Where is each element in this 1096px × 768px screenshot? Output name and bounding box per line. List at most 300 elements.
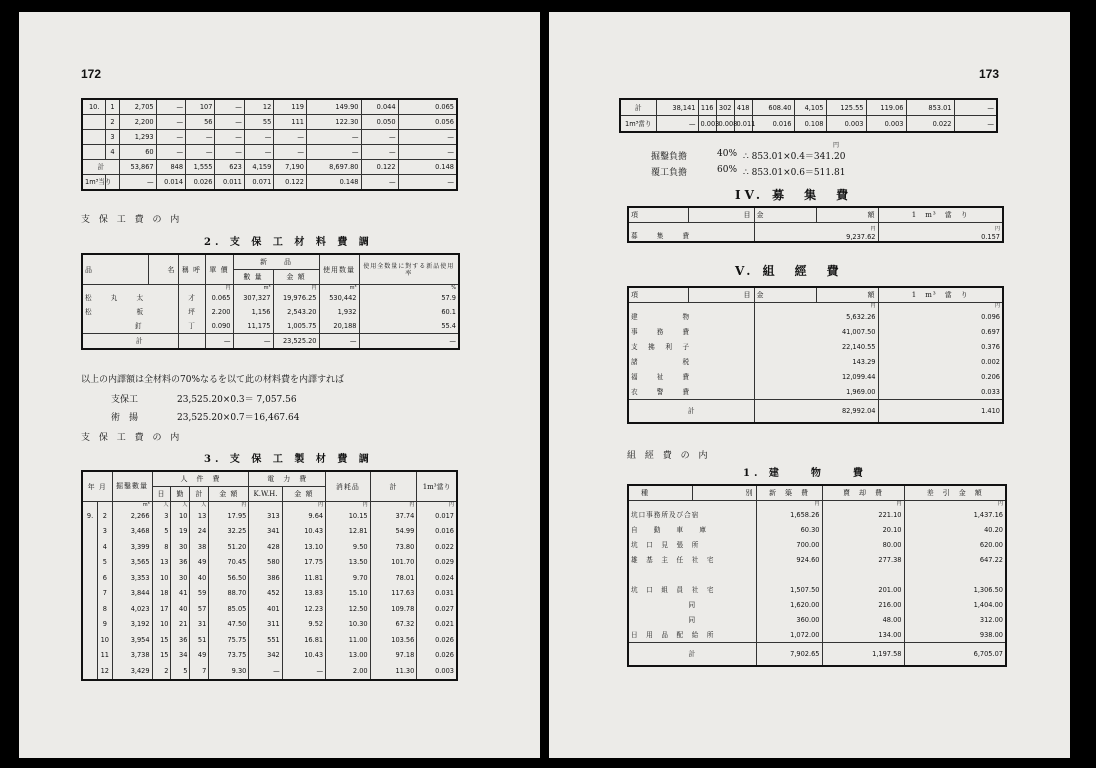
col-h4: 額 — [816, 207, 878, 223]
table-cell: 2,705 — [119, 99, 156, 115]
table-cell: 1,005.75 — [273, 319, 319, 334]
table-cell: — — [398, 175, 457, 191]
table-cell: 4 — [106, 145, 119, 160]
table-cell: — — [361, 145, 398, 160]
table-cell: 30 — [171, 570, 190, 586]
table-cell — [82, 617, 98, 633]
right-page — [549, 12, 1070, 758]
split-pct: 40% — [717, 149, 738, 159]
item-name: 計 — [628, 400, 754, 424]
table-cell: 0.033 — [878, 384, 1003, 400]
table-cell: 2,200 — [119, 115, 156, 130]
col-consumables: 消耗品 — [326, 471, 371, 502]
left-page — [19, 12, 540, 758]
table-cell: 49 — [190, 648, 209, 664]
table-cell: 125.55 — [826, 99, 866, 116]
table-cell: 3,565 — [112, 555, 152, 571]
table-cell: 80.00 — [822, 537, 904, 552]
table-row — [628, 309, 1003, 324]
table-cell: 10 — [152, 570, 171, 586]
table-cell: 0.148 — [307, 175, 362, 191]
table-cell: 938.00 — [904, 627, 1006, 643]
col-h1: 項 — [628, 207, 688, 223]
table-cell: 2 — [98, 508, 112, 524]
table-row — [628, 522, 1006, 537]
unit-yen: 円 — [870, 226, 876, 232]
table-cell: 19,976.25 — [273, 291, 319, 305]
unit-label: m³ — [112, 502, 152, 509]
table-cell: 2.200 — [205, 305, 233, 319]
amount: 9,237.62 — [846, 233, 876, 241]
table-cell: 216.00 — [822, 597, 904, 612]
table-cell: 1,620.00 — [756, 597, 822, 612]
table-cell: 11.81 — [282, 570, 325, 586]
table-row — [628, 552, 1006, 567]
table-cell: 88.70 — [209, 586, 249, 602]
table-cell: — — [361, 130, 398, 145]
table-row — [82, 617, 457, 633]
table-cell: 13.83 — [282, 586, 325, 602]
table-cell: 41,007.50 — [754, 324, 878, 339]
table-cell: 40 — [190, 570, 209, 586]
unit-label: 円 — [878, 303, 1003, 310]
table-cell: — — [205, 334, 233, 350]
table-cell: 1,293 — [119, 130, 156, 145]
table-cell: 7 — [190, 663, 209, 680]
table-cell: 21 — [171, 617, 190, 633]
col-h1: 項 — [628, 287, 688, 303]
material-cost-table — [81, 253, 460, 350]
table-cell: 56 — [186, 115, 215, 130]
table-row — [628, 582, 1006, 597]
table-cell: 18 — [152, 586, 171, 602]
col-h6: 使用数量 — [319, 254, 359, 285]
item-name: 計 — [82, 334, 178, 350]
table-cell: 36 — [171, 555, 190, 571]
table-cell: 1m³当り — [82, 175, 106, 191]
table-cell: 0.016 — [417, 524, 457, 540]
table-cell: 0.090 — [205, 319, 233, 334]
table-cell: — — [156, 130, 185, 145]
table-cell: 37.74 — [370, 508, 417, 524]
table-cell: 0.026 — [186, 175, 215, 191]
table-cell: 341 — [249, 524, 282, 540]
table-cell: 0.003 — [698, 116, 716, 133]
table-cell: 117.63 — [370, 586, 417, 602]
table-cell: — — [186, 130, 215, 145]
row-label: 募 集 費 — [628, 223, 754, 243]
table-cell: 3,353 — [112, 570, 152, 586]
table-cell: 342 — [249, 648, 282, 664]
table-cell: 6,705.07 — [904, 643, 1006, 667]
table-cell: 12 — [98, 663, 112, 680]
table-cell: 10 — [98, 632, 112, 648]
table-cell: 59 — [190, 586, 209, 602]
table-cell: 12.23 — [282, 601, 325, 617]
col-amount2: 金 額 — [282, 487, 325, 502]
table-cell: 55 — [244, 115, 273, 130]
table-row — [82, 524, 457, 540]
table-cell: 221.10 — [822, 507, 904, 522]
table-row — [628, 400, 1003, 424]
table-cell: 13.50 — [326, 555, 371, 571]
section-note: 支 保 工 費 の 内 — [81, 215, 183, 225]
col-day: 日 — [152, 487, 171, 502]
table-cell: 2 — [152, 663, 171, 680]
split-pct: 60% — [717, 165, 738, 175]
unit-label: m³ — [319, 285, 359, 292]
unit-label: 円 — [370, 502, 417, 509]
building-cost-title: 1. 建 物 費 — [743, 468, 867, 479]
table-cell: 3,738 — [112, 648, 152, 664]
table-cell: 608.40 — [752, 99, 794, 116]
item-name: 日 用 品 配 給 所 — [628, 627, 756, 643]
table-cell: 0.206 — [878, 369, 1003, 384]
table-row — [82, 99, 457, 115]
table-row — [82, 508, 457, 524]
table-cell: 0.003 — [826, 116, 866, 133]
row-label: 計 — [82, 160, 119, 175]
table-cell: 101.70 — [370, 555, 417, 571]
col-h3: 金 — [754, 207, 816, 223]
table-cell: 10 — [152, 617, 171, 633]
table-cell: 122.30 — [307, 115, 362, 130]
col-kussaku: 掘鑿數量 — [112, 471, 152, 502]
table-cell: — — [319, 334, 359, 350]
table-cell: 647.22 — [904, 552, 1006, 567]
table-cell: 853.01 — [906, 99, 954, 116]
col-h5: 新 品 — [233, 254, 319, 270]
table-cell: 3,429 — [112, 663, 152, 680]
table-cell — [82, 555, 98, 571]
table-cell — [82, 570, 98, 586]
item-name: 諸 税 — [628, 354, 754, 369]
table-cell: 11,175 — [233, 319, 273, 334]
table-cell: 0.026 — [417, 632, 457, 648]
table-cell: 85.05 — [209, 601, 249, 617]
table-cell: 1 — [106, 99, 119, 115]
table-row — [628, 324, 1003, 339]
table-cell: 38,141 — [656, 99, 698, 116]
table-row — [82, 175, 457, 191]
table-cell: — — [361, 175, 398, 191]
table-cell: 1,932 — [319, 305, 359, 319]
table-cell: — — [119, 175, 156, 191]
table-cell: — — [398, 145, 457, 160]
table-cell: 313 — [249, 508, 282, 524]
table-cell: 40.20 — [904, 522, 1006, 537]
table-row — [82, 305, 459, 319]
table-row — [82, 115, 457, 130]
table-cell: 82,992.04 — [754, 400, 878, 424]
col-h2: 目 — [688, 287, 754, 303]
table-cell: — — [307, 130, 362, 145]
table-row — [82, 586, 457, 602]
table-cell: 1,507.50 — [756, 582, 822, 597]
table-cell: — — [282, 663, 325, 680]
item-name: 雄 基 主 任 社 宅 — [628, 552, 756, 567]
table-cell: — — [398, 130, 457, 145]
col-power: 電 力 費 — [249, 471, 326, 487]
table-cell: 0.697 — [878, 324, 1003, 339]
col-h5a: 數 量 — [233, 270, 273, 285]
table-row — [82, 145, 457, 160]
table-cell: 848 — [156, 160, 185, 175]
unit-label: 円 — [273, 285, 319, 292]
col-year-month: 年 月 — [82, 471, 112, 502]
table-2-title: 2. 支 保 工 材 料 費 調 — [204, 237, 373, 248]
table-row — [82, 663, 457, 680]
table-cell: 5 — [171, 663, 190, 680]
table-row — [82, 539, 457, 555]
col-h1: 種 — [628, 485, 692, 501]
table-cell: 2,543.20 — [273, 305, 319, 319]
overhead-cost-table — [627, 286, 1004, 424]
col-h4: 額 — [816, 287, 878, 303]
table-row — [628, 369, 1003, 384]
table-cell: 0.065 — [398, 99, 457, 115]
col-h5b: 金 額 — [273, 270, 319, 285]
table-cell: — — [156, 99, 185, 115]
item-name: 建 物 — [628, 309, 754, 324]
table-cell: 才 — [178, 291, 205, 305]
col-h3: 新 築 費 — [756, 485, 822, 501]
table-cell: 30 — [171, 539, 190, 555]
item-name: 松 板 — [82, 305, 178, 319]
unit-label: % — [359, 285, 459, 292]
section-iv-title: IV. 募 集 費 — [735, 188, 853, 202]
table-cell: 201.00 — [822, 582, 904, 597]
table-row — [620, 99, 997, 116]
table-cell — [82, 632, 98, 648]
table-cell: 0.016 — [752, 116, 794, 133]
table-cell: 0.376 — [878, 339, 1003, 354]
col-per-m3: 1m³當り — [417, 471, 457, 502]
table-cell: 1.410 — [878, 400, 1003, 424]
table-cell: 56.50 — [209, 570, 249, 586]
table-cell: 0.029 — [417, 555, 457, 571]
table-cell: 4,159 — [244, 160, 273, 175]
table-cell — [82, 115, 106, 130]
table-cell: 0.014 — [156, 175, 185, 191]
table-cell: 0.022 — [417, 539, 457, 555]
table-cell: — — [215, 145, 244, 160]
table-cell — [82, 145, 106, 160]
table-cell: 5 — [98, 555, 112, 571]
table-cell: 13 — [190, 508, 209, 524]
table-cell — [822, 567, 904, 582]
table-cell: 428 — [249, 539, 282, 555]
split-formula: ∴ 853.01×0.6＝511.81 — [743, 168, 846, 178]
item-name: 事 務 費 — [628, 324, 754, 339]
table-cell — [756, 567, 822, 582]
table-cell: 13.10 — [282, 539, 325, 555]
table-cell: 5 — [152, 524, 171, 540]
table-cell: 7 — [98, 586, 112, 602]
table-cell: 4,105 — [794, 99, 826, 116]
unit-label: 円 — [209, 502, 249, 509]
table-cell — [178, 334, 205, 350]
col-total: 計 — [370, 471, 417, 502]
table-cell: 17.75 — [282, 555, 325, 571]
table-cell: 23,525.20 — [273, 334, 319, 350]
table-cell: 1,969.00 — [754, 384, 878, 400]
table-cell — [82, 601, 98, 617]
table-cell: 311 — [249, 617, 282, 633]
table-3-title: 3. 支 保 工 製 材 費 調 — [204, 454, 373, 465]
table-cell: 20.10 — [822, 522, 904, 537]
table-row — [628, 507, 1006, 522]
item-name: 支 拂 利 子 — [628, 339, 754, 354]
table-cell: — — [249, 663, 282, 680]
table-cell: 8,697.80 — [307, 160, 362, 175]
table-cell: 1,197.58 — [822, 643, 904, 667]
table-cell: 40 — [171, 601, 190, 617]
table-cell: 12.50 — [326, 601, 371, 617]
table-row — [82, 291, 459, 305]
col-h3: 金 — [754, 287, 816, 303]
table-cell: 107 — [186, 99, 215, 115]
table-cell: 24 — [190, 524, 209, 540]
table-cell — [82, 539, 98, 555]
table-cell: 22,140.55 — [754, 339, 878, 354]
table-cell: 73.75 — [209, 648, 249, 664]
table-cell: 0.003 — [866, 116, 906, 133]
table-cell: 2,266 — [112, 508, 152, 524]
table-cell: 3 — [106, 130, 119, 145]
table-cell: 1m³當り — [620, 116, 656, 133]
table-cell: 0.003 — [417, 663, 457, 680]
item-name: 釘 — [82, 319, 178, 334]
unit-label: 円 — [326, 502, 371, 509]
table-cell: 5,632.26 — [754, 309, 878, 324]
table-cell: 8 — [152, 539, 171, 555]
item-name — [628, 567, 756, 582]
col-labor: 人 件 費 — [152, 471, 249, 487]
split-formula: 23,525.20×0.7＝16,467.64 — [177, 413, 300, 423]
table-cell: 0.031 — [417, 586, 457, 602]
table-cell: 0.050 — [361, 115, 398, 130]
table-cell: 32.25 — [209, 524, 249, 540]
table-cell: 17.95 — [209, 508, 249, 524]
table-cell: 0.122 — [361, 160, 398, 175]
table-cell: 60 — [119, 145, 156, 160]
table-cell: 12,099.44 — [754, 369, 878, 384]
table-cell: — — [215, 130, 244, 145]
table-cell: 0.148 — [398, 160, 457, 175]
table-cell: 10.15 — [326, 508, 371, 524]
table-cell: 0.044 — [361, 99, 398, 115]
table-row — [628, 597, 1006, 612]
table-cell: 75.75 — [209, 632, 249, 648]
table-cell: 0.027 — [417, 601, 457, 617]
table-cell: 0.022 — [906, 116, 954, 133]
table-cell: — — [244, 130, 273, 145]
table-row — [82, 160, 457, 175]
table-cell: 924.60 — [756, 552, 822, 567]
table-cell: 0.011 — [734, 116, 752, 133]
table-cell: 1,404.00 — [904, 597, 1006, 612]
table-cell: 551 — [249, 632, 282, 648]
table-cell: 0.056 — [398, 115, 457, 130]
table-row — [628, 612, 1006, 627]
table-cell: 9.52 — [282, 617, 325, 633]
table-cell: 4 — [98, 539, 112, 555]
table-row — [82, 334, 459, 350]
recruitment-cost-table — [627, 206, 1004, 243]
split-label: 術 揚 — [111, 413, 139, 423]
table-cell: 119 — [274, 99, 307, 115]
table-cell: 34 — [171, 648, 190, 664]
col-h3: 稱 呼 — [178, 254, 205, 285]
table-cell: 51.20 — [209, 539, 249, 555]
table-cell: 8 — [98, 601, 112, 617]
item-name: 松 丸 太 — [82, 291, 178, 305]
unit-label: 人 — [152, 502, 171, 509]
table-cell: 3,468 — [112, 524, 152, 540]
table-cell: 9.30 — [209, 663, 249, 680]
table-cell: 0.122 — [274, 175, 307, 191]
table-cell: 360.00 — [756, 612, 822, 627]
item-name: 坑口事務所及び合宿 — [628, 507, 756, 522]
item-name: 福 祉 費 — [628, 369, 754, 384]
table-cell: 20,188 — [319, 319, 359, 334]
table-cell: — — [359, 334, 459, 350]
table-cell: 55.4 — [359, 319, 459, 334]
table-cell: 54.99 — [370, 524, 417, 540]
table-cell: 302 — [716, 99, 734, 116]
table-row — [82, 570, 457, 586]
table-3-totals — [619, 98, 998, 133]
col-h5: 差 引 金 額 — [904, 485, 1006, 501]
table-cell: 452 — [249, 586, 282, 602]
table-cell: 1,658.26 — [756, 507, 822, 522]
table-cell: 0.065 — [205, 291, 233, 305]
section-v-title: V. 組 經 費 — [735, 264, 843, 278]
unit-label: 円 — [282, 502, 325, 509]
table-cell: 13 — [152, 555, 171, 571]
table-cell: 3 — [152, 508, 171, 524]
table-cell: 49 — [190, 555, 209, 571]
table-cell: 1,437.16 — [904, 507, 1006, 522]
table-cell: 7,190 — [274, 160, 307, 175]
table-cell: 0.008 — [716, 116, 734, 133]
col-h2: 名 — [148, 254, 178, 285]
col-h2: 目 — [688, 207, 754, 223]
col-kwh: K.W.H. — [249, 487, 282, 502]
table-cell: 9 — [98, 617, 112, 633]
per-m3: 0.157 — [981, 233, 1000, 241]
paragraph: 以上の内譯額は全材料の70%なるを以て此の材料費を内譯すれば — [81, 375, 345, 385]
item-name: 同 — [628, 612, 756, 627]
table-row — [628, 643, 1006, 667]
table-cell: 10.30 — [326, 617, 371, 633]
table-cell: 13.00 — [326, 648, 371, 664]
table-cell: — — [156, 145, 185, 160]
table-cell: 7,902.65 — [756, 643, 822, 667]
table-cell: 9.70 — [326, 570, 371, 586]
table-cell: 149.90 — [307, 99, 362, 115]
table-row — [82, 601, 457, 617]
table-cell — [82, 663, 98, 680]
unit-label: 人 — [171, 502, 190, 509]
table-row — [628, 537, 1006, 552]
table-row — [628, 354, 1003, 369]
table-cell: 0.096 — [878, 309, 1003, 324]
table-cell: 0.026 — [417, 648, 457, 664]
col-h5: 1 m³ 當 り — [878, 207, 1003, 223]
table-cell — [82, 130, 106, 145]
